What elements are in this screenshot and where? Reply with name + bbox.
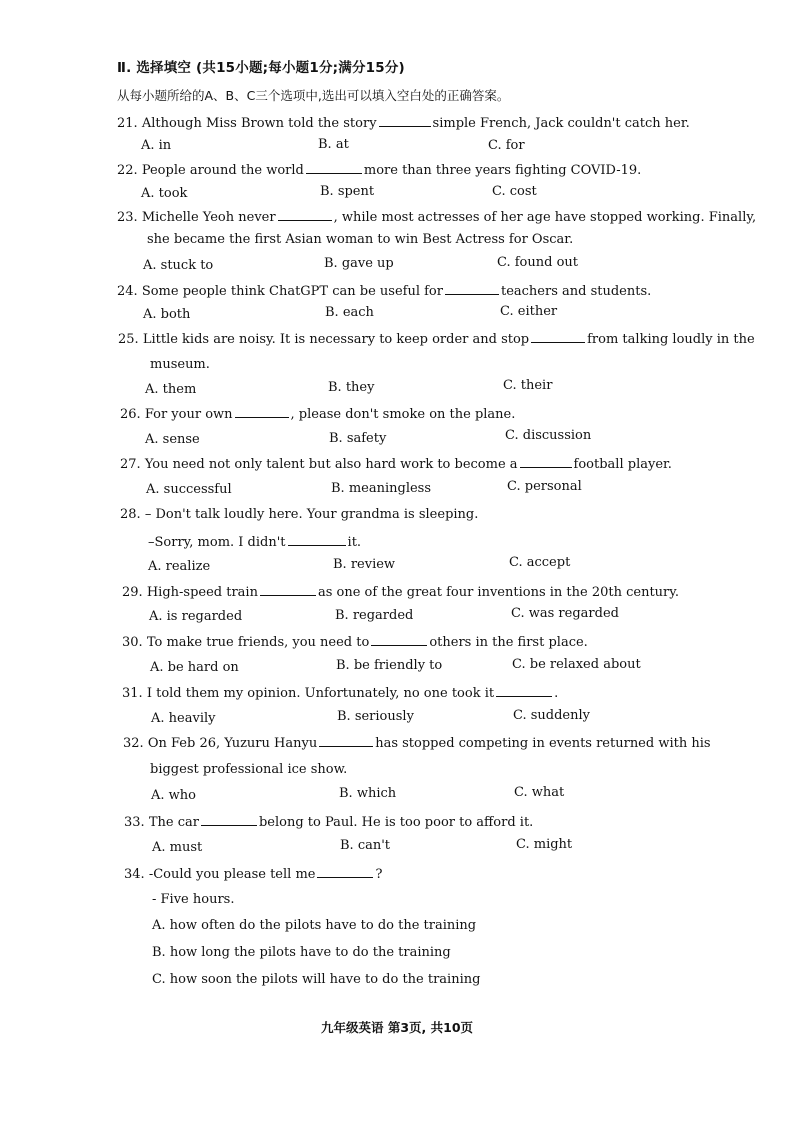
option-a: A. realize	[148, 559, 211, 574]
question-23: 23. Michelle Yeoh never , while most actresses of her age have stopped working. Finally,	[117, 210, 757, 225]
option-c: C. either	[500, 304, 558, 319]
option-a: A. who	[151, 788, 196, 803]
option-b: B. at	[318, 137, 349, 152]
question-23-continued: she became the first Asian woman to win Best Actress for Oscar.	[147, 232, 574, 247]
question-34-reply: - Five hours.	[152, 892, 235, 907]
option-b: B. can't	[340, 838, 391, 853]
section-instructions: 从每小题所给的A、B、C三个选项中,选出可以填入空白处的正确答案。	[117, 88, 510, 103]
question-28: 28. – Don't talk loudly here. Your grandma is sleeping.	[120, 507, 479, 522]
option-a: A. be hard on	[150, 660, 239, 675]
answer-blank	[317, 865, 373, 878]
option-a: A. sense	[145, 432, 200, 447]
option-c: C. what	[514, 785, 565, 800]
option-c: C. for	[488, 138, 525, 153]
option-b: B. review	[333, 557, 396, 572]
question-25-continued: museum.	[150, 357, 210, 372]
option-a: A. stuck to	[143, 258, 214, 273]
option-a: A. in	[141, 138, 172, 153]
option-b: B. meaningless	[331, 481, 432, 496]
answer-blank	[520, 455, 572, 468]
question-21: 21. Although Miss Brown told the story simple French, Jack couldn't catch her.	[117, 116, 690, 131]
option-c: C. suddenly	[513, 708, 591, 723]
option-a: A. took	[141, 186, 188, 201]
option-b: B. safety	[329, 431, 387, 446]
option-b: B. be friendly to	[336, 658, 443, 673]
question-32: 32. On Feb 26, Yuzuru Hanyu has stopped competing in events returned with his	[123, 736, 711, 751]
option-b: B. they	[328, 380, 375, 395]
answer-blank	[445, 282, 499, 295]
answer-blank	[235, 405, 289, 418]
option-a: A. successful	[146, 482, 232, 497]
answer-blank	[496, 684, 552, 697]
option-a: A. both	[143, 307, 191, 322]
page-footer: 九年级英语 第3页, 共10页	[320, 1020, 474, 1035]
option-b: B. seriously	[337, 709, 414, 724]
option-b: B. spent	[320, 184, 375, 199]
option-a: A. must	[152, 840, 203, 855]
question-34: 34. -Could you please tell me ?	[124, 867, 383, 882]
option-c: C. accept	[509, 555, 571, 570]
question-27: 27. You need not only talent but also hard work to become a football player.	[120, 457, 672, 472]
option-c: C. might	[516, 837, 573, 852]
option-b: B. how long the pilots have to do the training	[152, 945, 451, 960]
answer-blank	[260, 583, 316, 596]
question-29: 29. High-speed train as one of the great four inventions in the 20th century.	[122, 585, 680, 600]
option-c: C. how soon the pilots will have to do the training	[152, 972, 481, 987]
option-c: C. their	[503, 378, 553, 393]
option-b: B. regarded	[335, 608, 414, 623]
option-c: C. discussion	[505, 428, 592, 443]
option-a: A. them	[145, 382, 197, 397]
option-c: C. be relaxed about	[512, 657, 641, 672]
option-b: B. which	[339, 786, 397, 801]
answer-blank	[278, 208, 332, 221]
answer-blank	[531, 330, 585, 343]
question-26: 26. For your own , please don't smoke on the plane.	[120, 407, 516, 422]
question-22: 22. People around the world more than three years fighting COVID-19.	[117, 163, 642, 178]
question-25: 25. Little kids are noisy. It is necessary to keep order and stop from talking loudly in the	[118, 332, 755, 347]
answer-blank	[319, 734, 373, 747]
answer-blank	[379, 114, 431, 127]
question-30: 30. To make true friends, you need to others in the first place.	[122, 635, 588, 650]
answer-blank	[201, 813, 257, 826]
question-32-continued: biggest professional ice show.	[150, 762, 348, 777]
answer-blank	[306, 161, 362, 174]
option-c: C. personal	[507, 479, 582, 494]
section-title: Ⅱ. 选择填空 (共15小题;每小题1分;满分15分)	[117, 60, 405, 76]
question-28-reply: –Sorry, mom. I didn't it.	[148, 535, 362, 550]
answer-blank	[371, 633, 427, 646]
option-a: A. heavily	[151, 711, 216, 726]
option-a: A. how often do the pilots have to do the training	[152, 918, 477, 933]
answer-blank	[288, 533, 346, 546]
option-c: C. was regarded	[511, 606, 619, 621]
option-c: C. found out	[497, 255, 579, 270]
question-31: 31. I told them my opinion. Unfortunately, no one took it .	[122, 686, 559, 701]
option-b: B. gave up	[324, 256, 394, 271]
option-c: C. cost	[492, 184, 537, 199]
question-24: 24. Some people think ChatGPT can be useful for teachers and students.	[117, 284, 652, 299]
option-a: A. is regarded	[149, 609, 243, 624]
option-b: B. each	[325, 305, 374, 320]
question-33: 33. The car belong to Paul. He is too poor to afford it.	[124, 815, 534, 830]
